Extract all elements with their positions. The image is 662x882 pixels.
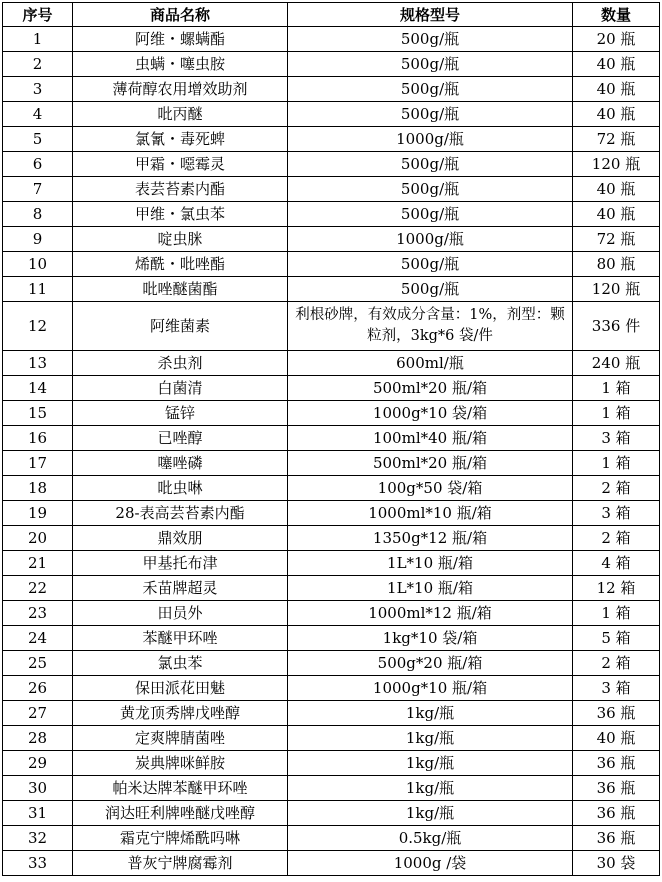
cell-name: 阿维菌素 [73, 302, 288, 351]
cell-qty: 2 箱 [573, 476, 660, 501]
table-row [3, 601, 660, 626]
cell-spec: 500g/瓶 [288, 152, 573, 177]
cell-name: 烯酰・吡唑酯 [73, 252, 288, 277]
cell-name: 薄荷醇农用增效助剂 [73, 77, 288, 102]
cell-name: 氯氰・毒死蜱 [73, 127, 288, 152]
cell-no: 27 [3, 701, 73, 726]
cell-name: 帕米达牌苯醚甲环唑 [73, 776, 288, 801]
cell-spec: 600ml/瓶 [288, 351, 573, 376]
table-row [3, 302, 660, 351]
cell-no: 15 [3, 401, 73, 426]
cell-qty: 36 瓶 [573, 801, 660, 826]
cell-name: 已唑醇 [73, 426, 288, 451]
cell-name: 吡丙醚 [73, 102, 288, 127]
cell-name: 白菌清 [73, 376, 288, 401]
cell-no: 13 [3, 351, 73, 376]
cell-name: 甲霜・噁霉灵 [73, 152, 288, 177]
cell-name: 田员外 [73, 601, 288, 626]
cell-spec: 500g*20 瓶/箱 [288, 651, 573, 676]
cell-spec: 500g/瓶 [288, 277, 573, 302]
table-row [3, 826, 660, 851]
header-qty: 数量 [573, 3, 660, 27]
cell-no: 18 [3, 476, 73, 501]
cell-name: 锰锌 [73, 401, 288, 426]
cell-name: 啶虫脒 [73, 227, 288, 252]
table-body [3, 27, 660, 876]
cell-no: 31 [3, 801, 73, 826]
cell-qty: 1 箱 [573, 376, 660, 401]
cell-no: 14 [3, 376, 73, 401]
cell-spec: 500g/瓶 [288, 202, 573, 227]
cell-qty: 40 瓶 [573, 102, 660, 127]
cell-qty: 2 箱 [573, 651, 660, 676]
cell-spec: 1000g/瓶 [288, 227, 573, 252]
table-row [3, 351, 660, 376]
cell-qty: 120 瓶 [573, 152, 660, 177]
cell-qty: 3 箱 [573, 426, 660, 451]
table-row [3, 52, 660, 77]
cell-name: 吡虫啉 [73, 476, 288, 501]
table-header-row [3, 3, 660, 27]
cell-qty: 240 瓶 [573, 351, 660, 376]
table-row [3, 626, 660, 651]
table-row [3, 202, 660, 227]
cell-no: 2 [3, 52, 73, 77]
cell-qty: 40 瓶 [573, 177, 660, 202]
cell-name: 普灰宁牌腐霉剂 [73, 851, 288, 876]
cell-qty: 40 瓶 [573, 77, 660, 102]
cell-name: 黄龙顶秀牌戊唑醇 [73, 701, 288, 726]
cell-no: 8 [3, 202, 73, 227]
table-row [3, 376, 660, 401]
cell-spec: 1000ml*12 瓶/箱 [288, 601, 573, 626]
cell-no: 26 [3, 676, 73, 701]
cell-spec: 1L*10 瓶/箱 [288, 551, 573, 576]
cell-qty: 36 瓶 [573, 751, 660, 776]
cell-qty: 36 瓶 [573, 701, 660, 726]
table-row [3, 252, 660, 277]
table-row [3, 776, 660, 801]
cell-qty: 4 箱 [573, 551, 660, 576]
cell-qty: 40 瓶 [573, 726, 660, 751]
cell-name: 苯醚甲环唑 [73, 626, 288, 651]
cell-no: 19 [3, 501, 73, 526]
cell-qty: 20 瓶 [573, 27, 660, 52]
cell-no: 10 [3, 252, 73, 277]
cell-spec: 1kg/瓶 [288, 701, 573, 726]
header-no: 序号 [3, 3, 73, 27]
table-row [3, 152, 660, 177]
table-row [3, 801, 660, 826]
cell-spec: 1kg*10 袋/箱 [288, 626, 573, 651]
cell-name: 吡唑醚菌酯 [73, 277, 288, 302]
table-row [3, 451, 660, 476]
cell-qty: 3 箱 [573, 501, 660, 526]
cell-no: 4 [3, 102, 73, 127]
cell-no: 30 [3, 776, 73, 801]
cell-qty: 1 箱 [573, 401, 660, 426]
cell-spec: 500g/瓶 [288, 252, 573, 277]
cell-qty: 1 箱 [573, 451, 660, 476]
cell-qty: 120 瓶 [573, 277, 660, 302]
cell-no: 16 [3, 426, 73, 451]
cell-qty: 3 箱 [573, 676, 660, 701]
cell-qty: 72 瓶 [573, 227, 660, 252]
table-row [3, 77, 660, 102]
cell-spec: 500g/瓶 [288, 77, 573, 102]
cell-no: 11 [3, 277, 73, 302]
cell-qty: 80 瓶 [573, 252, 660, 277]
cell-name: 噻唑磷 [73, 451, 288, 476]
cell-name: 虫螨・噻虫胺 [73, 52, 288, 77]
cell-no: 29 [3, 751, 73, 776]
cell-name: 甲基托布津 [73, 551, 288, 576]
cell-spec: 1kg/瓶 [288, 751, 573, 776]
cell-no: 21 [3, 551, 73, 576]
cell-spec: 500g/瓶 [288, 102, 573, 127]
cell-spec: 1kg/瓶 [288, 801, 573, 826]
cell-no: 6 [3, 152, 73, 177]
cell-no: 25 [3, 651, 73, 676]
cell-no: 32 [3, 826, 73, 851]
table-row [3, 676, 660, 701]
cell-spec: 0.5kg/瓶 [288, 826, 573, 851]
product-table [2, 2, 660, 876]
table-row [3, 177, 660, 202]
cell-qty: 12 箱 [573, 576, 660, 601]
cell-spec: 利根砂牌，有效成分含量：1%，剂型：颗粒剂，3kg*6 袋/件 [288, 302, 573, 351]
cell-name: 甲维・氯虫苯 [73, 202, 288, 227]
table-row [3, 851, 660, 876]
cell-no: 20 [3, 526, 73, 551]
cell-name: 禾苗牌超灵 [73, 576, 288, 601]
table-row [3, 27, 660, 52]
cell-spec: 100g*50 袋/箱 [288, 476, 573, 501]
cell-spec: 500ml*20 瓶/箱 [288, 376, 573, 401]
cell-name: 28-表高芸苔素内酯 [73, 501, 288, 526]
cell-qty: 2 箱 [573, 526, 660, 551]
cell-spec: 1000ml*10 瓶/箱 [288, 501, 573, 526]
cell-no: 23 [3, 601, 73, 626]
cell-spec: 1000g*10 袋/箱 [288, 401, 573, 426]
cell-no: 17 [3, 451, 73, 476]
cell-qty: 36 瓶 [573, 826, 660, 851]
cell-qty: 40 瓶 [573, 52, 660, 77]
table-row [3, 277, 660, 302]
table-row [3, 476, 660, 501]
cell-name: 定爽牌腈菌唑 [73, 726, 288, 751]
cell-name: 杀虫剂 [73, 351, 288, 376]
cell-spec: 500g/瓶 [288, 177, 573, 202]
table-row [3, 401, 660, 426]
table-row [3, 501, 660, 526]
cell-no: 33 [3, 851, 73, 876]
cell-spec: 1000g /袋 [288, 851, 573, 876]
table-row [3, 751, 660, 776]
cell-spec: 1kg/瓶 [288, 776, 573, 801]
cell-spec: 1000g*10 瓶/箱 [288, 676, 573, 701]
cell-no: 24 [3, 626, 73, 651]
table-row [3, 102, 660, 127]
table-row [3, 551, 660, 576]
table-row [3, 526, 660, 551]
cell-qty: 30 袋 [573, 851, 660, 876]
cell-no: 7 [3, 177, 73, 202]
cell-no: 28 [3, 726, 73, 751]
cell-name: 霜克宁牌烯酰吗啉 [73, 826, 288, 851]
cell-name: 润达旺利牌唑醚戊唑醇 [73, 801, 288, 826]
table-row [3, 426, 660, 451]
cell-no: 3 [3, 77, 73, 102]
cell-no: 9 [3, 227, 73, 252]
cell-spec: 500g/瓶 [288, 27, 573, 52]
cell-name: 阿维・螺螨酯 [73, 27, 288, 52]
cell-name: 表芸苔素内酯 [73, 177, 288, 202]
cell-qty: 336 件 [573, 302, 660, 351]
cell-spec: 500g/瓶 [288, 52, 573, 77]
header-spec: 规格型号 [288, 3, 573, 27]
table-row [3, 127, 660, 152]
table-row [3, 701, 660, 726]
table-row [3, 651, 660, 676]
header-name: 商品名称 [73, 3, 288, 27]
cell-name: 炭典牌咪鲜胺 [73, 751, 288, 776]
cell-qty: 36 瓶 [573, 776, 660, 801]
cell-qty: 72 瓶 [573, 127, 660, 152]
cell-spec: 1kg/瓶 [288, 726, 573, 751]
cell-no: 22 [3, 576, 73, 601]
cell-qty: 5 箱 [573, 626, 660, 651]
cell-qty: 1 箱 [573, 601, 660, 626]
cell-no: 1 [3, 27, 73, 52]
cell-name: 鼎效朋 [73, 526, 288, 551]
table-row [3, 227, 660, 252]
cell-spec: 1L*10 瓶/箱 [288, 576, 573, 601]
cell-spec: 100ml*40 瓶/箱 [288, 426, 573, 451]
cell-spec: 1000g/瓶 [288, 127, 573, 152]
cell-no: 12 [3, 302, 73, 351]
cell-spec: 500ml*20 瓶/箱 [288, 451, 573, 476]
table-row [3, 576, 660, 601]
cell-name: 氯虫苯 [73, 651, 288, 676]
cell-qty: 40 瓶 [573, 202, 660, 227]
cell-no: 5 [3, 127, 73, 152]
cell-spec: 1350g*12 瓶/箱 [288, 526, 573, 551]
cell-name: 保田派花田魅 [73, 676, 288, 701]
table-row [3, 726, 660, 751]
